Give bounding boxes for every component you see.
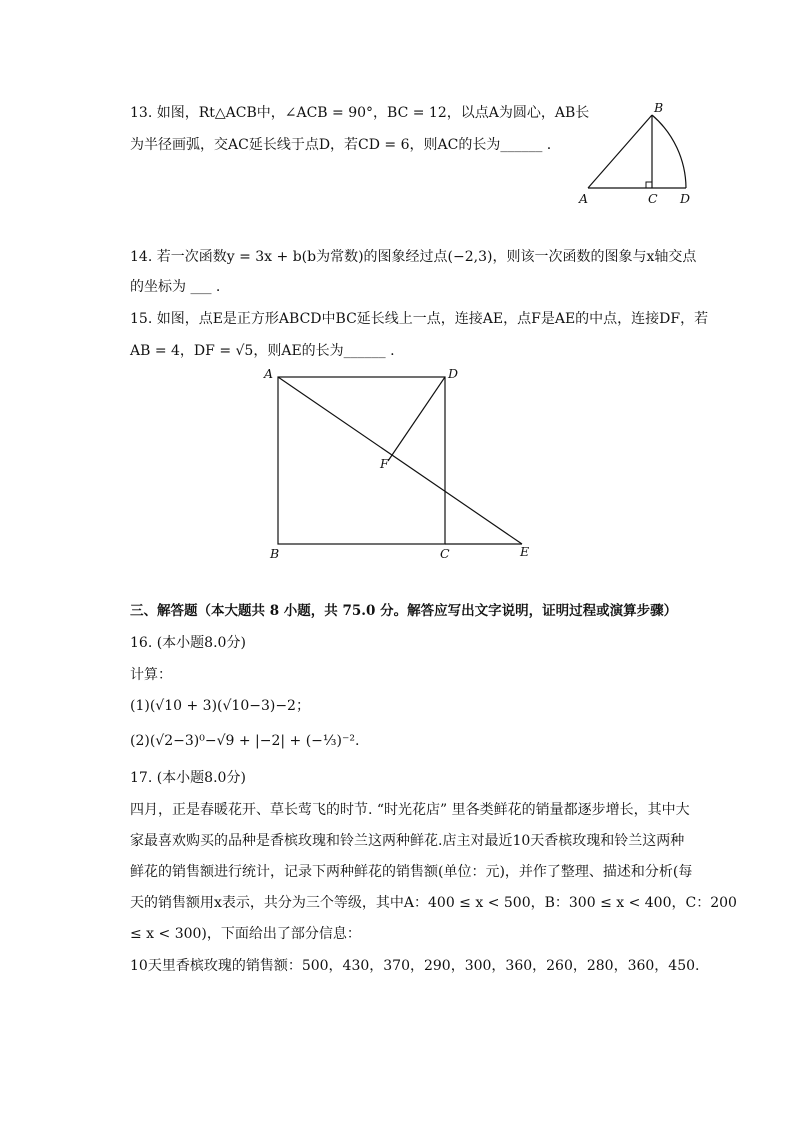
label-c: C	[440, 546, 450, 561]
label-f: F	[380, 456, 389, 471]
right-angle-mark	[646, 182, 652, 188]
q14-line1: 14. 若一次函数y = 3x + b(b为常数)的图象经过点(−2,3)，则该一次函数的图象与x轴交点	[130, 249, 697, 265]
q14-line2: 的坐标为 ___ .	[130, 279, 221, 295]
q17-line4: 天的销售额用x表示，共分为三个等级，其中A：400 ≤ x < 500，B：300 ≤ x < 400，C：200	[130, 895, 737, 911]
q13-line2: 为半径画弧，交AC延长线于点D，若CD = 6，则AC的长为______ .	[130, 137, 552, 153]
q13-figure	[570, 100, 700, 210]
q15-line2: AB = 4，DF = √5，则AE的长为______ .	[130, 343, 395, 359]
label-b: B	[654, 100, 664, 115]
label-c: C	[648, 191, 658, 206]
q16-title: 16. (本小题8.0分)	[130, 635, 246, 651]
label-a: A	[264, 366, 274, 381]
section-heading: 三、解答题（本大题共 8 小题，共 75.0 分。解答应写出文字说明，证明过程或演算步骤）	[130, 603, 678, 619]
q16-item2: (2)(√2−3)⁰−√9 + |−2| + (−⅓)⁻².	[130, 733, 360, 749]
q15-line1: 15. 如图，点E是正方形ABCD中BC延长线上一点，连接AE，点F是AE的中点，连接DF，若	[130, 311, 709, 327]
segment-df	[388, 377, 445, 461]
label-d: D	[680, 191, 691, 206]
label-e: E	[520, 544, 530, 559]
label-d: D	[448, 366, 459, 381]
q16-item1: (1)(√10 + 3)(√10−3)−2；	[130, 698, 310, 714]
arc-bd	[652, 115, 686, 188]
q17-line1: 四月，正是春暖花开、草长莺飞的时节. “时光花店” 里各类鲜花的销量都逐步增长，其中大	[130, 802, 690, 818]
segment-ae	[278, 377, 522, 544]
q17-line5: ≤ x < 300)，下面给出了部分信息：	[130, 926, 361, 942]
q17-line3: 鲜花的销售额进行统计，记录下两种鲜花的销售额(单位：元)，并作了整理、描述和分析(每	[130, 864, 693, 880]
q17-line2: 家最喜欢购买的品种是香槟玫瑰和铃兰这两种鲜花.店主对最近10天香槟玫瑰和铃兰这两种	[130, 833, 685, 849]
q17-line6: 10天里香槟玫瑰的销售额：500，430，370，290，300，360，260，280，360，450.	[130, 958, 700, 974]
segment-ab	[588, 115, 652, 188]
square-abcd	[278, 377, 445, 544]
q17-title: 17. (本小题8.0分)	[130, 770, 246, 786]
q16-prompt: 计算：	[130, 667, 172, 683]
label-a: A	[579, 191, 589, 206]
label-b: B	[270, 546, 280, 561]
q13-line1: 13. 如图，Rt△ACB中，∠ACB = 90°，BC = 12，以点A为圆心，AB长	[130, 105, 590, 121]
q15-figure	[260, 365, 550, 565]
